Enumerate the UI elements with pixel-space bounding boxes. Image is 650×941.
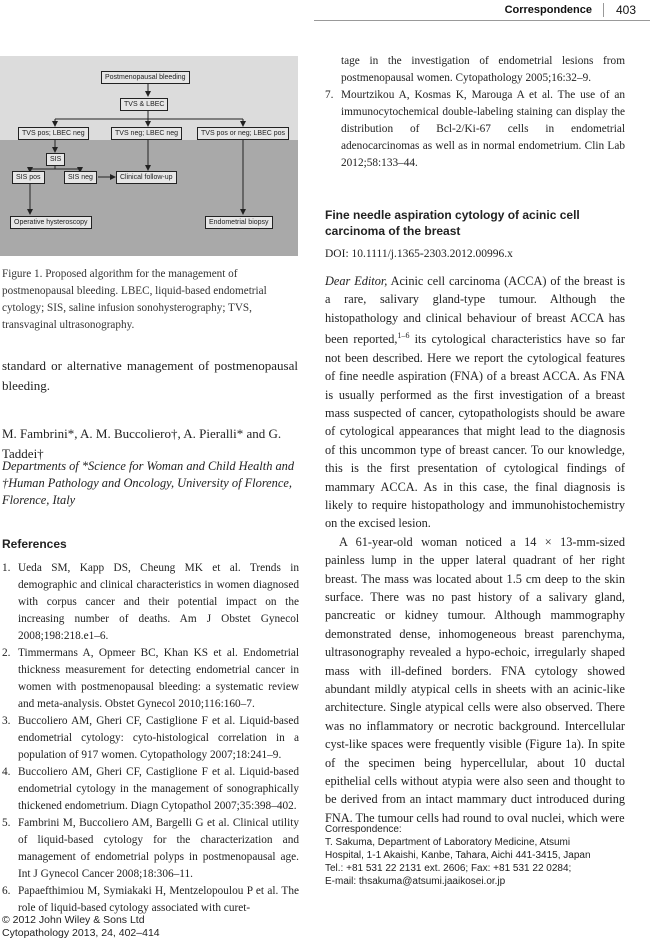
reference-item: 6. Papaefthimiou M, Symiakaki H, Mentzelopoulou P et al. The role of liquid-based cytology associated with curet- (2, 885, 299, 914)
correspondence-line: Tel.: +81 531 22 2131 ext. 2606; Fax: +81 531 22 0284; (325, 863, 572, 874)
reference-item: 7. Mourtzikou A, Kosmas K, Marouga A et al. The use of an immunocytochemical double-labeling staining can display the distribution of Bcl-2/Ki-67 cells in endometrial adenocarcinomas as well as in normal endometrium. Clin Lab 2012;58:133–44. (325, 89, 625, 169)
header-rule (314, 20, 650, 21)
node-endometrial-biopsy: Endometrial biopsy (205, 216, 273, 229)
page-number: 403 (615, 3, 636, 17)
copyright: © 2012 John Wiley & Sons Ltd (2, 914, 145, 926)
authors: M. Fambrini*, A. M. Buccoliero†, A. Pieralli* and G. Taddei† (2, 426, 282, 461)
section-title: Correspondence (504, 4, 592, 16)
article-doi: DOI: 10.1111/j.1365-2303.2012.00996.x (325, 248, 513, 260)
reference-item: 3. Buccoliero AM, Gheri CF, Castiglione F et al. Liquid-based endometrial cytology: cyto-histological correlation in a population of 917 women. Cytopathology 2007;18:241–9. (2, 715, 299, 761)
journal-citation: Cytopathology 2013, 24, 402–414 (2, 927, 160, 939)
reference-list-continued (325, 53, 625, 172)
affiliation: Departments of *Science for Woman and Child Health and †Human Pathology and Oncology, University of Florence, Florence, Italy (2, 459, 295, 507)
correspondence-block (325, 823, 625, 888)
node-tvs-neg-lbec-neg: TVS neg; LBEC neg (111, 127, 182, 140)
reference-6-continued: tage in the investigation of endometrial lesions from postmenopausal women. Cytopathology 2005;16:32–9. (341, 55, 625, 84)
node-operative-hysteroscopy: Operative hysteroscopy (10, 216, 92, 229)
paragraph-2: A 61-year-old woman noticed a 14 × 13-mm-sized painless lump in the upper lateral quadrant of her right breast. The mass was located about 1.5 cm deep to the skin surface. There was no past history of a salivary gland, pancreatic or kidney tumour. Although mammography demonstrated dense, inhomogeneous breast parenchyma, ultrasonography revealed a hypo-echoic, irregularly shaped mass with ill-defined borders. FNA cytology showed abundant mildly atypical cells in sheets with an acinic-like architecture. Single atypical cells were also observed. There was no inflammatory or necrotic background. Intercellular cyst-like spaces were frequently visible (Figure 1a). In spite of the specimen being hypercellular, about 10 ductal epithelial cells without atypia were also seen and thought to be derived from an intact mammary duct introduced during FNA. The tumour cells had round to oval nuclei, which were (325, 534, 625, 825)
node-tvs-lbec: TVS & LBEC (120, 98, 168, 111)
node-postmenopausal-bleeding: Postmenopausal bleeding (101, 71, 190, 84)
reference-item: 1. Ueda SM, Kapp DS, Cheung MK et al. Trends in demographic and clinical characteristics in women diagnosed with corpus cancer and their potential impact on the increasing number of deaths. Am J Obstet Gynecol 2008;198:218.e1–6. (2, 562, 299, 642)
node-sis-neg: SIS neg (64, 171, 97, 184)
paragraph-1: Dear Editor, Acinic cell carcinoma (ACCA) of the breast is a rare, salivary gland-type tumour. Although the histopathology and clinical behaviour of breast ACCA has been reported,$^{1-6}$ its cytological characteristics have so far not been described. Here we report the cytological features of fine needle aspiration (FNA) of a breast ACCA. As FNA is usually performed as the first investigation of a breast mass suspected of cancer, cytopathologists should be aware of cytological appearances that might lead to the diagnosis of this uncommon type of breast cancer. To our knowledge, this is the first presentation of cytological findings of mammary ACCA. As in this case, the final diagnosis is likely to require histopathology and immunohistochemistry on the excised lesion. (325, 274, 625, 531)
correspondence-line: Hospital, 1-1 Akaishi, Kanbe, Tahara, Aichi 441-3415, Japan (325, 850, 591, 861)
algorithm-figure (0, 56, 298, 256)
article-body (325, 272, 625, 827)
article-title: Fine needle aspiration cytology of acinic cell carcinoma of the breast (325, 208, 580, 238)
references-heading: References (2, 537, 67, 551)
node-tvs-pos-lbec-neg: TVS pos; LBEC neg (18, 127, 89, 140)
header-divider (603, 3, 604, 17)
correspondence-line: T. Sakuma, Department of Laboratory Medicine, Atsumi (325, 837, 571, 848)
node-sis-pos: SIS pos (12, 171, 45, 184)
reference-item: 4. Buccoliero AM, Gheri CF, Castiglione F et al. Liquid-based endometrial cytology in the management of sonographically thickened endometrium. Diagn Cytopathol 2007;35:398–402. (2, 766, 299, 812)
correspondence-label: Correspondence: (325, 824, 402, 835)
node-tvs-any-lbec-pos: TVS pos or neg; LBEC pos (197, 127, 289, 140)
reference-list (2, 560, 299, 917)
reference-item: 5. Fambrini M, Buccoliero AM, Bargelli G et al. Clinical utility of liquid-based cytology for the characterization and management of endometrial polyps in postmenopausal age. Int J Gynecol Cancer 2008;18:306–11. (2, 817, 299, 880)
figure-caption: Figure 1. Proposed algorithm for the management of postmenopausal bleeding. LBEC, liquid-based endometrial cytology; SIS, saline infusion sonohysterography; TVS, transvaginal ultrasonography. (2, 268, 267, 331)
page-footer (2, 914, 160, 940)
closing-paragraph: standard or alternative management of postmenopausal bleeding. (2, 358, 298, 393)
node-clinical-follow-up: Clinical follow-up (116, 171, 177, 184)
running-header (0, 0, 650, 22)
correspondence-email[interactable]: E-mail: thsakuma@atsumi.jaaikosei.or.jp (325, 876, 506, 887)
reference-item: 2. Timmermans A, Opmeer BC, Khan KS et al. Endometrial thickness measurement for detecting endometrial cancer in women with postmenopausal bleeding: a systematic review and meta-analysis. Obstet Gynecol 2010;116:160–7. (2, 647, 299, 710)
node-sis: SIS (46, 153, 65, 166)
